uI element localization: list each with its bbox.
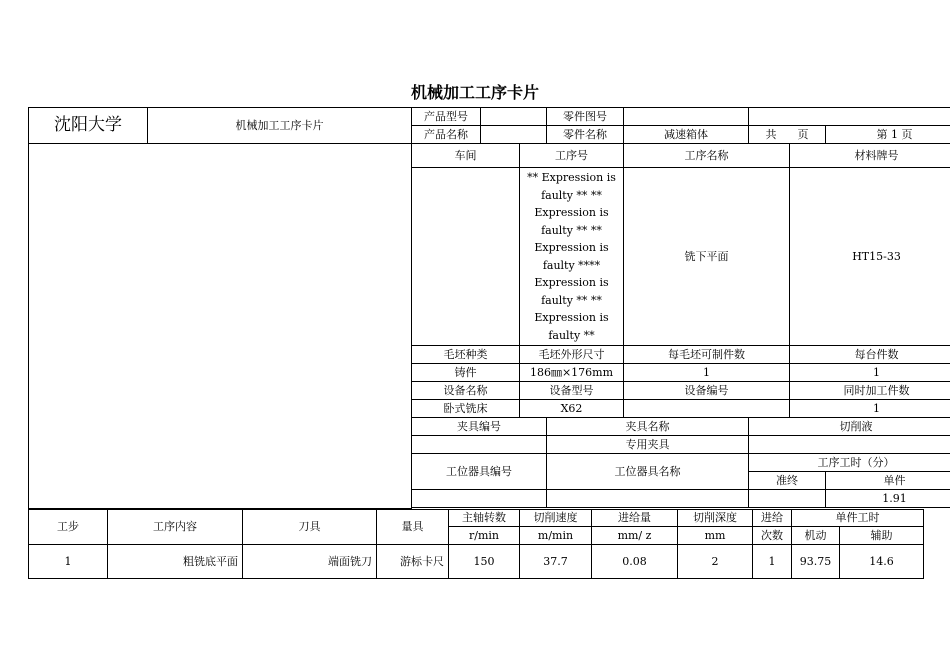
school-name: 沈阳大学	[29, 108, 148, 144]
fixture-no-label: 夹具编号	[412, 418, 547, 436]
depth-unit: mm	[678, 527, 753, 545]
work-steps-table	[28, 509, 924, 579]
coolant-label: 切削液	[749, 418, 950, 436]
equip-name-value: 卧式铣床	[412, 400, 520, 418]
simul-parts-value: 1	[790, 400, 950, 418]
process-card-upper	[28, 107, 950, 509]
equip-model-value: X62	[520, 400, 624, 418]
equip-name-label: 设备名称	[412, 382, 520, 400]
step-time-label: 工序工时（分）	[749, 454, 950, 472]
product-name-label: 产品名称	[412, 126, 481, 144]
fixture-name-label: 夹具名称	[547, 418, 749, 436]
row-aux-time: 14.6	[840, 545, 924, 579]
row-gauge: 游标卡尺	[377, 545, 449, 579]
material-label: 材料牌号	[790, 144, 950, 168]
machine-time-label: 机动	[792, 527, 840, 545]
col-spindle: 主轴转数	[449, 510, 520, 527]
equip-no-value	[624, 400, 790, 418]
blank-header-cell	[749, 108, 950, 126]
prep-time-label: 准终	[749, 472, 826, 490]
speed-unit: m/min	[520, 527, 592, 545]
unit-time-label: 单件	[826, 472, 950, 490]
product-model-value	[481, 108, 547, 126]
product-model-label: 产品型号	[412, 108, 481, 126]
station-tool-no-label: 工位器具编号	[412, 454, 547, 490]
workshop-value	[412, 168, 520, 346]
col-speed: 切削速度	[520, 510, 592, 527]
coolant-value	[749, 436, 950, 454]
parts-per-blank-value: 1	[624, 364, 790, 382]
sketch-area	[29, 144, 412, 509]
col-unit-time: 单件工时	[792, 510, 924, 527]
fixture-no-value	[412, 436, 547, 454]
spindle-unit: r/min	[449, 527, 520, 545]
card-title: 机械加工工序卡片	[148, 108, 412, 144]
col-tool: 刀具	[243, 510, 377, 545]
row-feed: 0.08	[592, 545, 678, 579]
passes-unit: 次数	[753, 527, 792, 545]
fixture-name-value: 专用夹具	[547, 436, 749, 454]
row-depth: 2	[678, 545, 753, 579]
row-tool: 端面铣刀	[243, 545, 377, 579]
row-step: 1	[29, 545, 108, 579]
col-feed: 进给量	[592, 510, 678, 527]
equip-model-label: 设备型号	[520, 382, 624, 400]
simul-parts-label: 同时加工件数	[790, 382, 950, 400]
step-name-label: 工序名称	[624, 144, 790, 168]
page-title: 机械加工工序卡片	[410, 83, 539, 102]
station-tool-name-value	[547, 490, 749, 508]
equip-no-label: 设备编号	[624, 382, 790, 400]
material-value: HT15-33	[790, 168, 950, 346]
step-no-label: 工序号	[520, 144, 624, 168]
blank-type-value: 铸件	[412, 364, 520, 382]
step-name-value: 铣下平面	[624, 168, 790, 346]
part-name-value: 减速箱体	[624, 126, 749, 144]
part-drawing-value	[624, 108, 749, 126]
step-no-value: ** Expression is faulty ** ** Expression is faulty ** ** Expression is faulty **** Expression is faulty ** ** Expression is faulty **	[520, 168, 624, 346]
page-number: 第 1 页	[826, 126, 950, 144]
blank-size-label: 毛坯外形尺寸	[520, 346, 624, 364]
workshop-label: 车间	[412, 144, 520, 168]
total-pages: 共 页	[749, 126, 826, 144]
part-drawing-label: 零件图号	[547, 108, 624, 126]
col-content: 工序内容	[108, 510, 243, 545]
product-name-value	[481, 126, 547, 144]
row-spindle: 150	[449, 545, 520, 579]
station-tool-no-value	[412, 490, 547, 508]
row-machine-time: 93.75	[792, 545, 840, 579]
parts-per-blank-label: 每毛坯可制件数	[624, 346, 790, 364]
blank-type-label: 毛坯种类	[412, 346, 520, 364]
row-passes: 1	[753, 545, 792, 579]
blank-size-value: 186㎜×176mm	[520, 364, 624, 382]
table-row	[29, 545, 924, 579]
col-passes: 进给	[753, 510, 792, 527]
parts-per-unit-value: 1	[790, 364, 950, 382]
col-gauge: 量具	[377, 510, 449, 545]
row-speed: 37.7	[520, 545, 592, 579]
part-name-label: 零件名称	[547, 126, 624, 144]
col-step: 工步	[29, 510, 108, 545]
station-tool-name-label: 工位器具名称	[547, 454, 749, 490]
row-content: 粗铣底平面	[108, 545, 243, 579]
feed-unit: mm/ z	[592, 527, 678, 545]
prep-time-value	[749, 490, 826, 508]
parts-per-unit-label: 每台件数	[790, 346, 950, 364]
aux-time-label: 辅助	[840, 527, 924, 545]
unit-time-value: 1.91	[826, 490, 950, 508]
col-depth: 切削深度	[678, 510, 753, 527]
